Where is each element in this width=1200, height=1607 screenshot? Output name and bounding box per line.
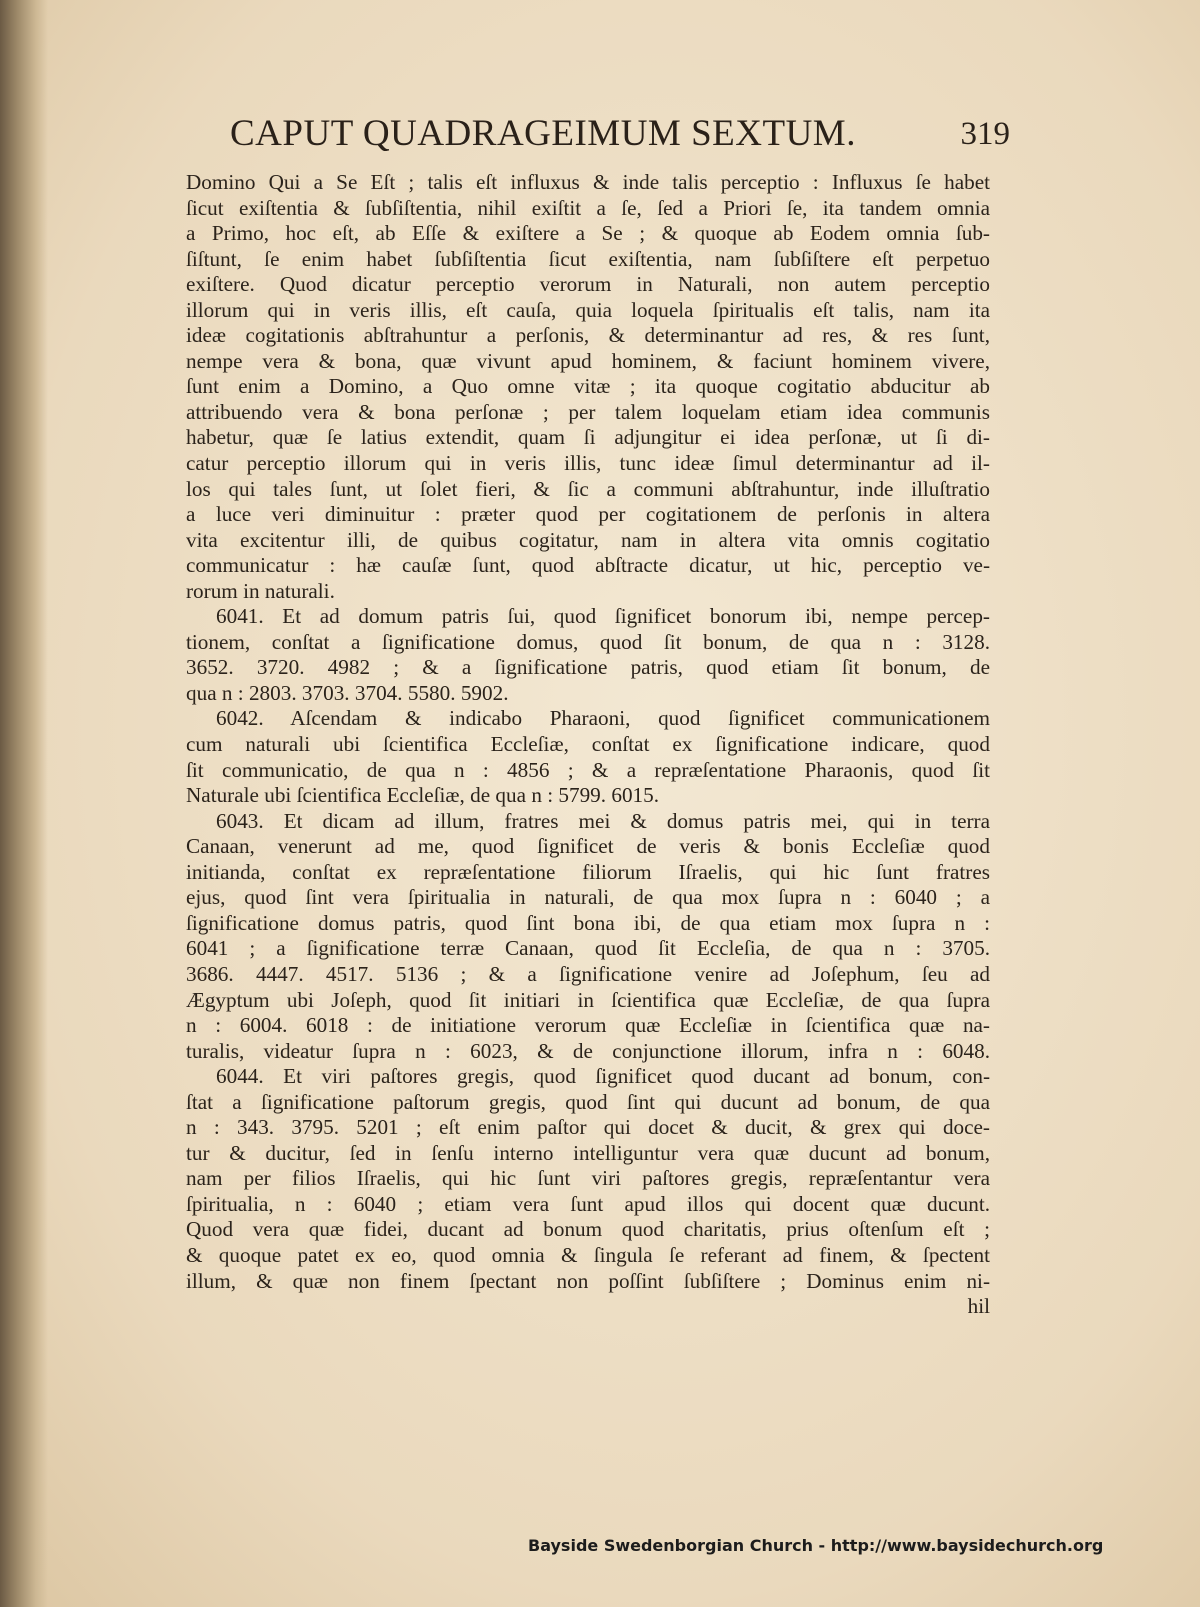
text-line: turalis, videatur ſupra n : 6023, & de conjunctione illorum, infra n : 6048. [186, 1038, 990, 1063]
text-line: n : 6004. 6018 : de initiatione verorum quæ Eccleſiæ in ſcientifica quæ na- [186, 1013, 990, 1038]
text-line: & quoque patet ex eo, quod omnia & ſingula ſe referant ad finem, & ſpectent [186, 1242, 990, 1267]
text-line: nempe vera & bona, quæ vivunt apud hominem, & faciunt hominem vivere, [186, 348, 990, 373]
paragraph-6041-start: 6041. Et ad domum patris ſui, quod ſignificet bonorum ibi, nempe percep- [216, 604, 990, 629]
text-line: ſunt enim a Domino, a Quo omne vitæ ; ita quoque cogitatio abducitur ab [186, 374, 990, 399]
text-line: vita excitentur illi, de quibus cogitatur, nam in altera vita omnis cogitatio [186, 527, 990, 552]
text-line: Quod vera quæ fidei, ducant ad bonum quod charitatis, prius oſtenſum eſt ; [186, 1217, 990, 1242]
page-gutter-shadow [0, 0, 48, 1607]
text-line: illorum qui in veris illis, eſt cauſa, quia loquela ſpiritualis eſt talis, nam ita [186, 297, 990, 322]
text-line: illum, & quæ non finem ſpectant non poſſint ſubſiſtere ; Dominus enim ni- [186, 1268, 990, 1293]
text-line: exiſtere. Quod dicatur perceptio verorum in Naturali, non autem perceptio [186, 272, 990, 297]
text-line: communicatur : hæ cauſæ ſunt, quod abſtracte dicatur, ut hic, perceptio ve- [186, 553, 990, 578]
catchword: hil [967, 1294, 990, 1319]
text-line: attribuendo vera & bona perſonæ ; per talem loquelam etiam idea communis [186, 399, 990, 424]
paragraph-6042-start: 6042. Aſcendam & indicabo Pharaoni, quod ſignificet communicationem [216, 706, 990, 731]
paragraph-6043-start: 6043. Et dicam ad illum, fratres mei & domus patris mei, qui in terra [216, 808, 990, 833]
text-line: ſicut exiſtentia & ſubſiſtentia, nihil exiſtit a ſe, ſed a Priori ſe, ita tandem omnia [186, 195, 990, 220]
text-line: n : 343. 3795. 5201 ; eſt enim paſtor qui docet & ducit, & grex qui doce- [186, 1115, 990, 1140]
text-line: los qui tales ſunt, ut ſolet fieri, & ſic a communi abſtrahuntur, inde illuſtratio [186, 476, 990, 501]
footer-credit: Bayside Swedenborgian Church - http://www.baysidechurch.org [528, 1536, 1104, 1555]
text-line: ſignificatione domus patris, quod ſint bona ibi, de qua etiam mox ſupra n : [186, 910, 990, 935]
text-line: ſpiritualia, n : 6040 ; etiam vera ſunt apud illos qui docent quæ ducunt. [186, 1191, 990, 1216]
text-line: ſit communicatio, de qua n : 4856 ; & a repræſentatione Pharaonis, quod ſit [186, 757, 990, 782]
text-line: Naturale ubi ſcientifica Eccleſiæ, de qua n : 5799. 6015. [186, 783, 660, 808]
page-number: 319 [960, 116, 1010, 152]
text-line: tionem, conſtat a ſignificatione domus, quod ſit bonum, de qua n : 3128. [186, 629, 990, 654]
text-line: a Primo, hoc eſt, ab Eſſe & exiſtere a Se ; & quoque ab Eodem omnia ſub- [186, 221, 990, 246]
running-title: CAPUT QUADRAGEIMUM SEXTUM. [230, 113, 856, 154]
paragraph-6044-start: 6044. Et viri paſtores gregis, quod ſignificet quod ducant ad bonum, con- [216, 1064, 990, 1089]
page-header [230, 112, 1010, 160]
text-line: ideæ cogitationis abſtrahuntur a perſonis, & determinantur ad res, & res ſunt, [186, 323, 990, 348]
text-line: 6041 ; a ſignificatione terræ Canaan, quod ſit Eccleſia, de qua n : 3705. [186, 936, 990, 961]
text-line: 3686. 4447. 4517. 5136 ; & a ſignificatione venire ad Joſephum, ſeu ad [186, 961, 990, 986]
text-line: 3652. 3720. 4982 ; & a ſignificatione patris, quod etiam ſit bonum, de [186, 655, 990, 680]
body-text [186, 170, 990, 1320]
text-line: ejus, quod ſint vera ſpiritualia in naturali, de qua mox ſupra n : 6040 ; a [186, 885, 990, 910]
text-line: Domino Qui a Se Eſt ; talis eſt influxus & inde talis perceptio : Influxus ſe habet [186, 170, 990, 194]
text-line: rorum in naturali. [186, 578, 335, 603]
text-line: nam per filios Iſraelis, qui hic ſunt viri paſtores gregis, repræſentantur vera [186, 1166, 990, 1191]
text-line: Ægyptum ubi Joſeph, quod ſit initiari in ſcientifica quæ Eccleſiæ, de qua ſupra [186, 987, 990, 1012]
text-line: ſiſtunt, ſe enim habet ſubſiſtentia ſicut exiſtentia, nam ſubſiſtere eſt perpetuo [186, 246, 990, 271]
text-line: cum naturali ubi ſcientifica Eccleſiæ, conſtat ex ſignificatione indicare, quod [186, 732, 990, 757]
text-line: a luce veri diminuitur : præter quod per cogitationem de perſonis in altera [186, 502, 990, 527]
text-line: initianda, conſtat ex repræſentatione filiorum Iſraelis, qui hic ſunt fratres [186, 859, 990, 884]
text-line: habetur, quæ ſe latius extendit, quam ſi adjungitur ei idea perſonæ, ut ſi di- [186, 425, 990, 450]
text-line: qua n : 2803. 3703. 3704. 5580. 5902. [186, 680, 509, 705]
text-line: tur & ducitur, ſed in ſenſu interno intelliguntur vera quæ ducunt ad bonum, [186, 1140, 990, 1165]
text-line: Canaan, venerunt ad me, quod ſignificet de veris & bonis Eccleſiæ quod [186, 834, 990, 859]
text-line: ſtat a ſignificatione paſtorum gregis, quod ſint qui ducunt ad bonum, de qua [186, 1089, 990, 1114]
text-line: catur perceptio illorum qui in veris illis, tunc ideæ ſimul determinantur ad il- [186, 451, 990, 476]
